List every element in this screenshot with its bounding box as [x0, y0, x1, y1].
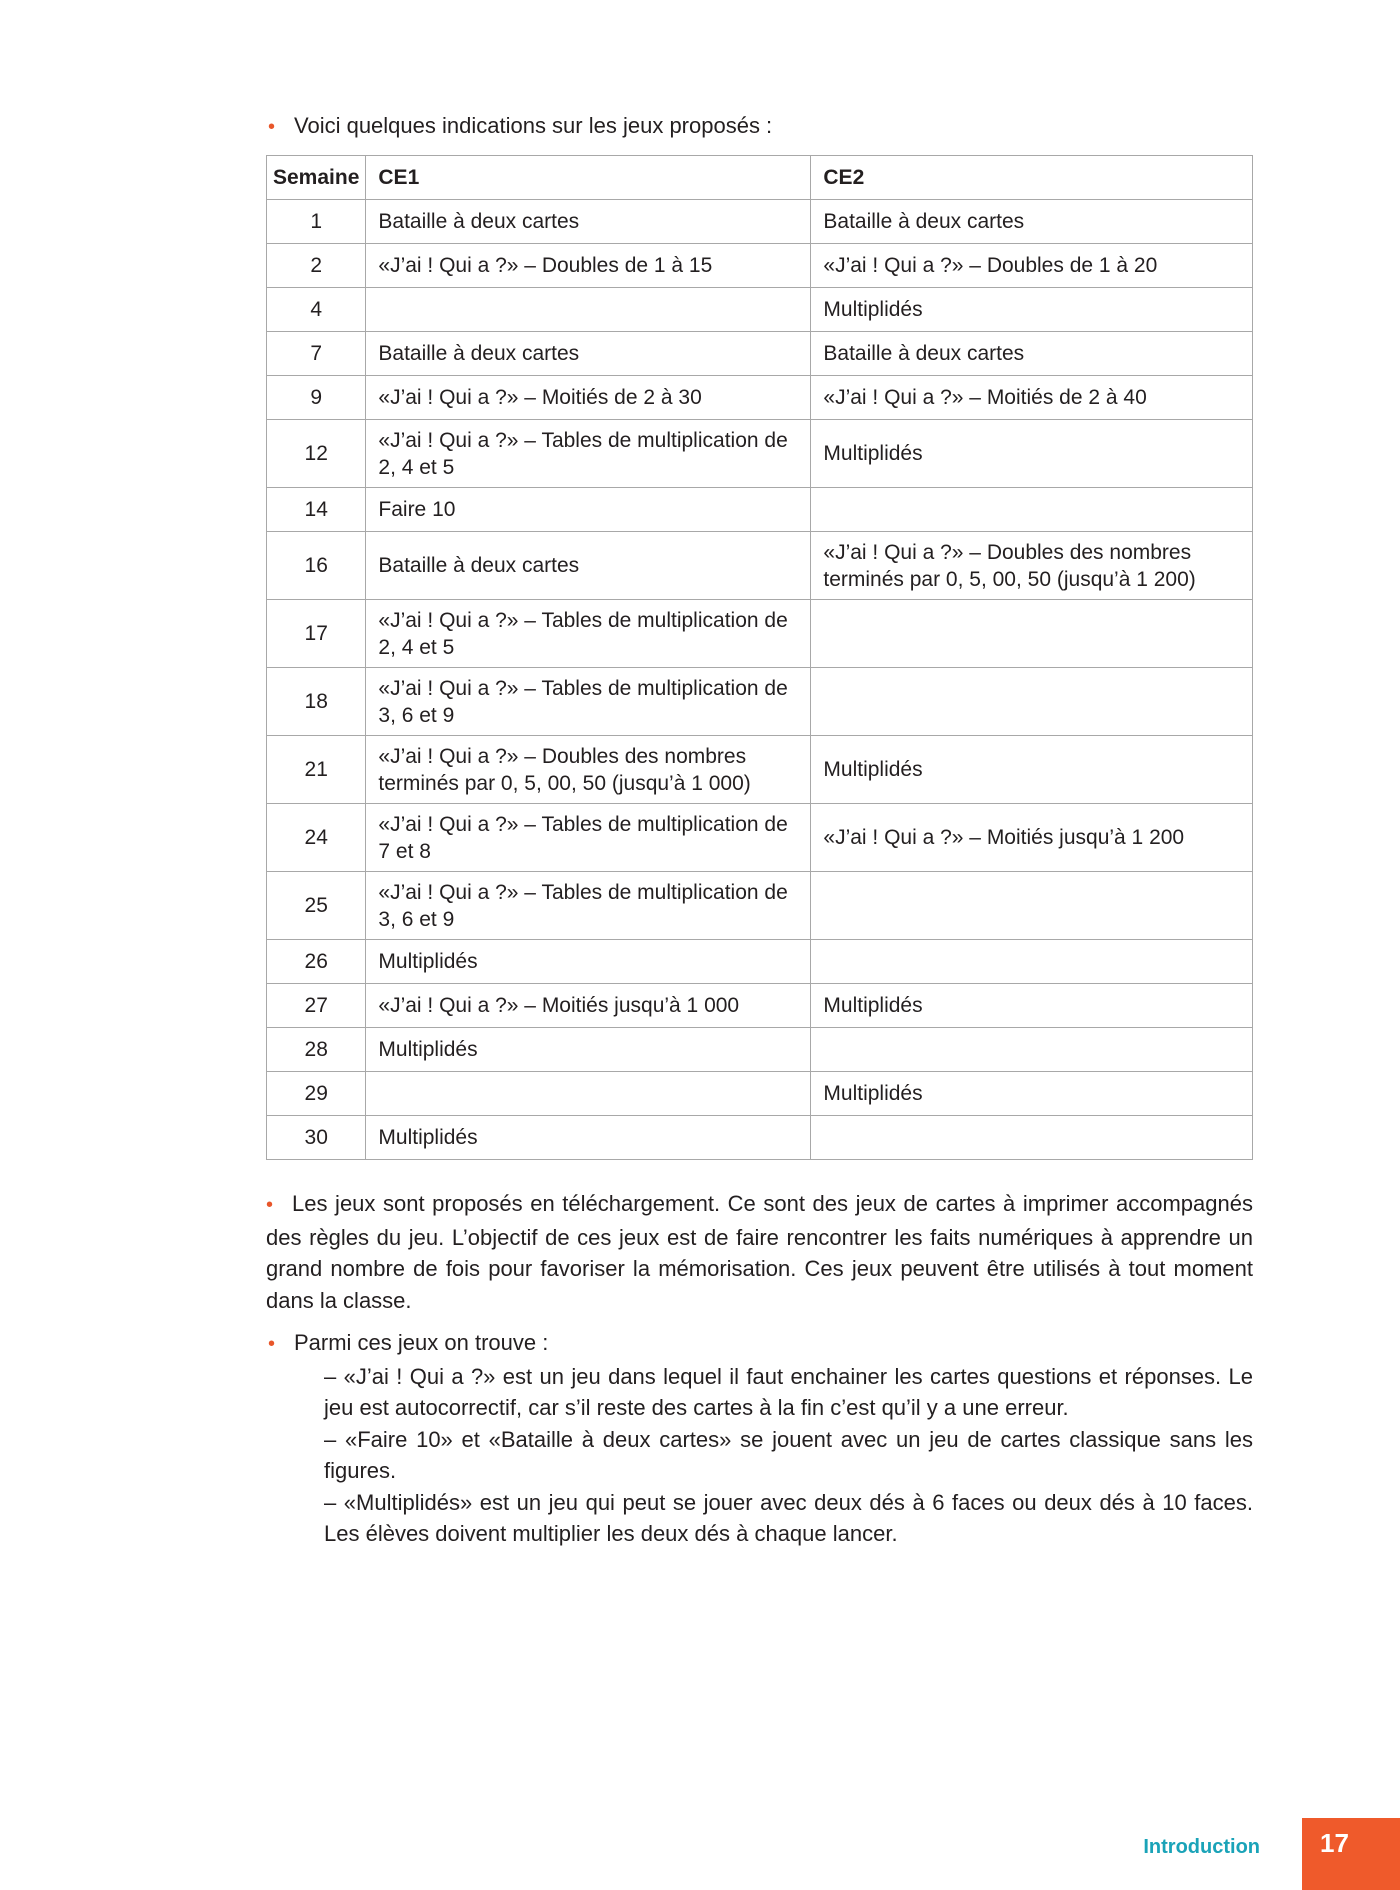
table-row — [267, 488, 1253, 532]
week-cell: 24 — [267, 804, 366, 872]
ce1-cell: Bataille à deux cartes — [366, 532, 811, 600]
week-cell: 4 — [267, 288, 366, 332]
ce1-cell: «J’ai ! Qui a ?» – Tables de multiplication de 3, 6 et 9 — [366, 668, 811, 736]
bullet-icon: • — [268, 1333, 276, 1355]
bullet-icon: • — [268, 116, 276, 138]
ce2-cell — [811, 600, 1253, 668]
table-row — [267, 804, 1253, 872]
week-cell: 25 — [267, 872, 366, 940]
header-semaine: Semaine — [267, 156, 366, 200]
table-row — [267, 872, 1253, 940]
list-item: – «Multiplidés» est un jeu qui peut se jouer avec deux dés à 6 faces ou deux dés à 10 faces. Les élèves doivent multiplier les deux dés à chaque lancer. — [324, 1489, 1253, 1546]
downloads-text: Les jeux sont proposés en téléchargement. Ce sont des jeux de cartes à imprimer accompagnés des règles du jeu. L’objectif de ces jeux est de faire rencontrer les faits numériques à apprendre un grand nombre de fois pour favoriser la mémorisation. Ces jeux peuvent être utilisés à tout moment dans la classe. — [266, 1191, 1253, 1313]
table-row — [267, 420, 1253, 488]
ce1-cell: «J’ai ! Qui a ?» – Moitiés jusqu’à 1 000 — [366, 984, 811, 1028]
ce2-cell — [811, 872, 1253, 940]
ce2-cell: «J’ai ! Qui a ?» – Moitiés de 2 à 40 — [811, 376, 1253, 420]
ce1-cell: «J’ai ! Qui a ?» – Doubles des nombres terminés par 0, 5, 00, 50 (jusqu’à 1 000) — [366, 736, 811, 804]
week-cell: 1 — [267, 200, 366, 244]
week-cell: 30 — [267, 1116, 366, 1160]
list-item: – «J’ai ! Qui a ?» est un jeu dans lequel il faut enchainer les cartes questions et réponses. Le jeu est autocorrectif, car s’il reste des cartes à la fin c’est qu’il y a une erreur. — [324, 1363, 1253, 1420]
page-number-box — [1302, 1818, 1400, 1890]
ce1-cell — [366, 1072, 811, 1116]
week-cell: 9 — [267, 376, 366, 420]
table-row — [267, 736, 1253, 804]
ce1-cell: Multiplidés — [366, 1028, 811, 1072]
list-item: – «Faire 10» et «Bataille à deux cartes» se jouent avec un jeu de cartes classique sans les figures. — [324, 1426, 1253, 1483]
table-row — [267, 376, 1253, 420]
games-list-lead-text: Parmi ces jeux on trouve : — [294, 1330, 549, 1355]
ce1-cell: «J’ai ! Qui a ?» – Doubles de 1 à 15 — [366, 244, 811, 288]
section-label: Introduction — [1143, 1836, 1260, 1858]
ce1-cell: Multiplidés — [366, 940, 811, 984]
ce2-cell: Multiplidés — [811, 288, 1253, 332]
table-row — [267, 332, 1253, 376]
ce2-cell — [811, 1116, 1253, 1160]
ce1-cell: «J’ai ! Qui a ?» – Tables de multiplication de 3, 6 et 9 — [366, 872, 811, 940]
bullet-icon: • — [266, 1194, 274, 1216]
intro-text: Voici quelques indications sur les jeux proposés : — [294, 113, 773, 138]
header-ce1: CE1 — [366, 156, 811, 200]
ce2-cell: «J’ai ! Qui a ?» – Doubles des nombres terminés par 0, 5, 00, 50 (jusqu’à 1 200) — [811, 532, 1253, 600]
ce1-cell: «J’ai ! Qui a ?» – Tables de multiplication de 2, 4 et 5 — [366, 420, 811, 488]
table-row — [267, 288, 1253, 332]
week-cell: 26 — [267, 940, 366, 984]
week-cell: 2 — [267, 244, 366, 288]
ce2-cell — [811, 940, 1253, 984]
ce2-cell: Multiplidés — [811, 420, 1253, 488]
ce1-cell: «J’ai ! Qui a ?» – Moitiés de 2 à 30 — [366, 376, 811, 420]
ce1-cell: «J’ai ! Qui a ?» – Tables de multiplication de 7 et 8 — [366, 804, 811, 872]
week-cell: 21 — [267, 736, 366, 804]
ce2-cell: «J’ai ! Qui a ?» – Moitiés jusqu’à 1 200 — [811, 804, 1253, 872]
table-header-row — [267, 156, 1253, 200]
header-ce2: CE2 — [811, 156, 1253, 200]
games-list — [268, 1361, 1253, 1550]
week-cell: 12 — [267, 420, 366, 488]
ce2-cell: Bataille à deux cartes — [811, 200, 1253, 244]
table-row — [267, 244, 1253, 288]
games-list-lead — [268, 1327, 1253, 1361]
ce1-cell — [366, 288, 811, 332]
week-cell: 29 — [267, 1072, 366, 1116]
week-cell: 18 — [267, 668, 366, 736]
week-cell: 16 — [267, 532, 366, 600]
downloads-paragraph — [266, 1188, 1253, 1316]
ce2-cell: Multiplidés — [811, 984, 1253, 1028]
week-cell: 28 — [267, 1028, 366, 1072]
week-cell: 14 — [267, 488, 366, 532]
table-row — [267, 532, 1253, 600]
ce1-cell: Bataille à deux cartes — [366, 200, 811, 244]
table-row — [267, 668, 1253, 736]
ce1-cell: Bataille à deux cartes — [366, 332, 811, 376]
table-row — [267, 1116, 1253, 1160]
week-cell: 27 — [267, 984, 366, 1028]
ce2-cell: Multiplidés — [811, 1072, 1253, 1116]
table-row — [267, 1072, 1253, 1116]
table-row — [267, 600, 1253, 668]
games-table — [266, 155, 1253, 1160]
games-list-section — [268, 1327, 1253, 1550]
ce2-cell: Bataille à deux cartes — [811, 332, 1253, 376]
week-cell: 7 — [267, 332, 366, 376]
intro-line — [268, 108, 1248, 145]
table-row — [267, 1028, 1253, 1072]
ce1-cell: Multiplidés — [366, 1116, 811, 1160]
week-cell: 17 — [267, 600, 366, 668]
ce2-cell — [811, 668, 1253, 736]
ce2-cell — [811, 488, 1253, 532]
ce2-cell: Multiplidés — [811, 736, 1253, 804]
ce1-cell: «J’ai ! Qui a ?» – Tables de multiplication de 2, 4 et 5 — [366, 600, 811, 668]
table-row — [267, 200, 1253, 244]
table-row — [267, 940, 1253, 984]
ce1-cell: Faire 10 — [366, 488, 811, 532]
ce2-cell: «J’ai ! Qui a ?» – Doubles de 1 à 20 — [811, 244, 1253, 288]
ce2-cell — [811, 1028, 1253, 1072]
page-number: 17 — [1320, 1828, 1349, 1858]
table-row — [267, 984, 1253, 1028]
